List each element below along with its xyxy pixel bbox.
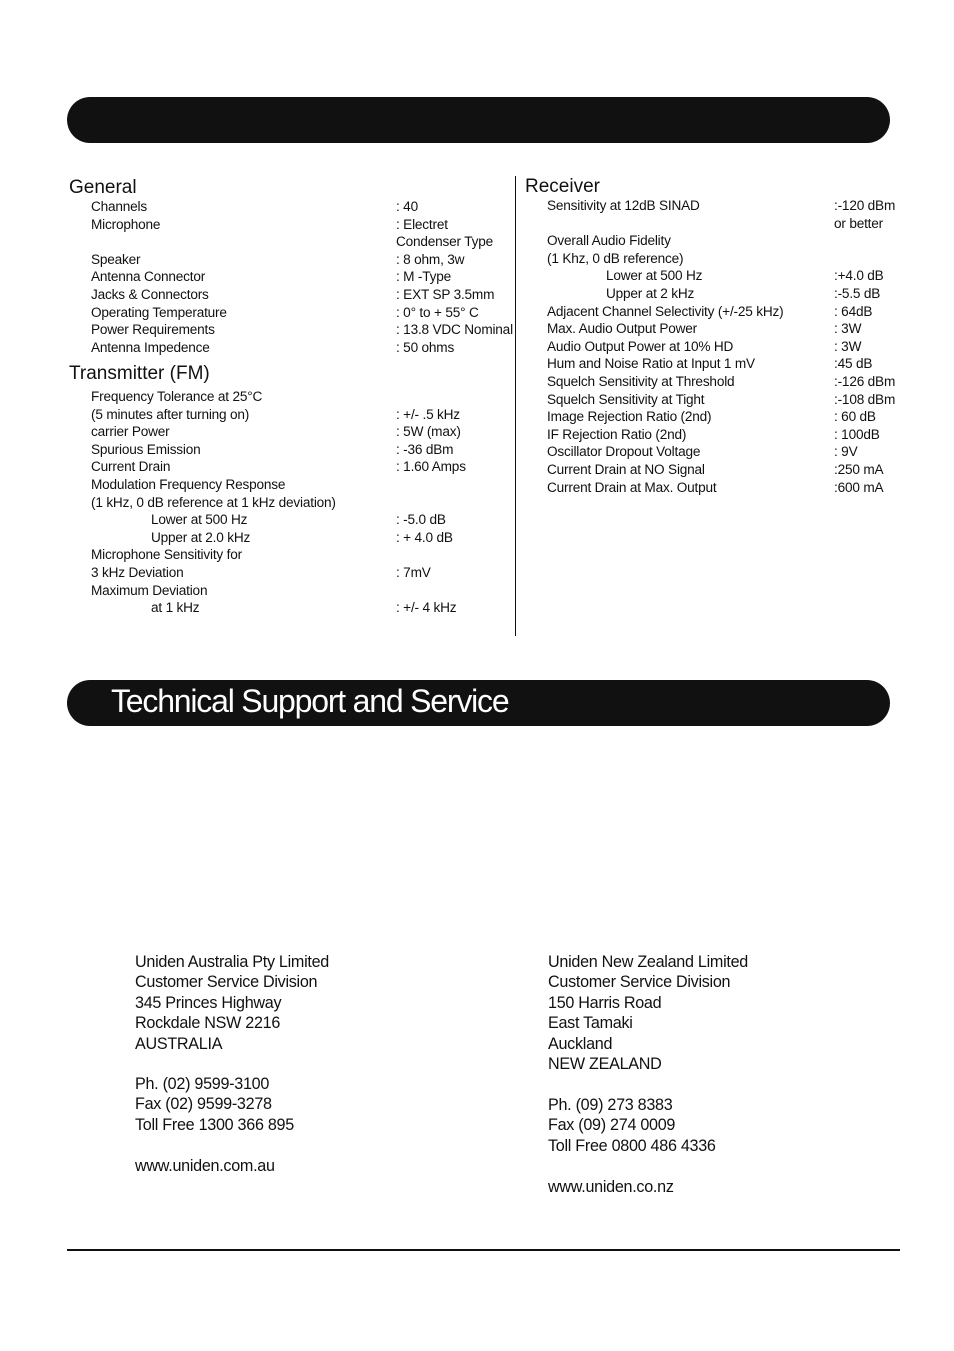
spec-value: : 8 ohm, 3w [396,251,465,268]
general-heading: General [69,177,137,198]
spec-label: Microphone Sensitivity for [91,547,242,564]
spec-label: (5 minutes after turning on) [91,406,250,423]
spec-label: Modulation Frequency Response [91,477,286,493]
spec-label: Upper at 2.0 kHz [151,529,251,546]
spec-value: : 3W [834,321,862,338]
spec-label: Overall Audio Fidelity [547,233,671,250]
spec-value: : 60 dB [834,409,876,426]
spec-value: : 7mV [396,565,431,581]
spec-label: Channels [91,199,148,215]
new-zealand-phones: Ph. (09) 273 8383 Fax (09) 274 0009 Toll Free 0800 486 4336 [548,1095,716,1155]
spec-value: : EXT SP 3.5mm [396,287,495,303]
australia-phones: Ph. (02) 9599-3100 Fax (02) 9599-3278 Toll Free 1300 366 895 [135,1074,294,1134]
spec-value: : 0° to + 55° C [396,304,479,321]
spec-label: Squelch Sensitivity at Tight [547,391,705,408]
spec-label: Current Drain [91,459,171,476]
spec-label: Image Rejection Ratio (2nd) [547,409,712,426]
spec-label: at 1 kHz [151,600,200,617]
spec-value: : 100dB [834,426,880,443]
spec-value: : 64dB [834,303,873,320]
spec-value: :600 mA [834,479,884,496]
spec-value: :250 mA [834,462,884,478]
spec-label: Adjacent Channel Selectivity (+/-25 kHz) [547,303,784,320]
spec-label: Audio Output Power at 10% HD [547,338,734,355]
spec-label: Sensitivity at 12dB SINAD [547,198,700,214]
spec-label: Antenna Impedence [91,339,210,356]
bottom-rule [67,1249,900,1251]
new-zealand-address: Uniden New Zealand Limited Customer Service Division 150 Harris Road East Tamaki Auckland NEW ZEALAND [548,952,748,1074]
spec-label: Speaker [91,251,141,268]
spec-label: Max. Audio Output Power [547,321,698,338]
spec-label: Antenna Connector [91,269,206,286]
spec-value: : 3W [834,338,862,355]
spec-value: :+4.0 dB [834,268,884,285]
spec-label: Spurious Emission [91,441,201,458]
spec-label: Lower at 500 Hz [606,268,703,285]
spec-label: Frequency Tolerance at 25°C [91,389,263,405]
spec-value: :-126 dBm [834,374,896,390]
spec-value: :-120 dBm [834,198,896,214]
spec-value: : + 4.0 dB [396,529,453,546]
spec-label: 3 kHz Deviation [91,565,184,581]
spec-label: Current Drain at Max. Output [547,479,717,496]
spec-value: : M -Type [396,269,452,286]
spec-label: Operating Temperature [91,304,227,321]
spec-label: Jacks & Connectors [91,287,209,303]
column-divider [515,176,516,636]
spec-label: (1 kHz, 0 dB reference at 1 kHz deviation) [91,494,336,511]
spec-value: : 1.60 Amps [396,459,466,476]
australia-website-link[interactable]: www.uniden.com.au [135,1156,275,1175]
spec-value: Condenser Type [396,234,494,251]
new-zealand-website-link[interactable]: www.uniden.co.nz [548,1177,674,1196]
specifications-banner [67,97,890,143]
spec-value: : 50 ohms [396,339,455,356]
spec-value: : +/- 4 kHz [396,600,457,617]
spec-label: Power Requirements [91,322,215,339]
spec-label: Microphone [91,216,161,233]
spec-label: Lower at 500 Hz [151,512,248,529]
spec-value: :45 dB [834,356,873,373]
spec-label: Squelch Sensitivity at Threshold [547,374,735,390]
receiver-heading: Receiver [525,176,600,197]
spec-label: (1 Khz, 0 dB reference) [547,250,684,267]
spec-label: Oscillator Dropout Voltage [547,444,701,461]
spec-value: : 9V [834,444,858,461]
spec-label: carrier Power [91,424,170,441]
australia-address: Uniden Australia Pty Limited Customer Service Division 345 Princes Highway Rockdale NSW 2216 AUSTRALIA [135,952,330,1053]
spec-label: Current Drain at NO Signal [547,462,705,478]
spec-label: IF Rejection Ratio (2nd) [547,426,687,443]
spec-value: : +/- .5 kHz [396,406,460,423]
transmitter-heading: Transmitter (FM) [69,363,210,384]
spec-label: Maximum Deviation [91,582,208,599]
spec-value: : -5.0 dB [396,512,446,529]
support-banner-title: Technical Support and Service [111,683,509,719]
spec-value: :-108 dBm [834,391,896,408]
spec-value: :-5.5 dB [834,286,881,302]
spec-value: : Electret [396,216,448,233]
support-banner [67,680,890,726]
spec-value: : 40 [396,199,418,215]
spec-label: Upper at 2 kHz [606,286,695,302]
spec-value: : 13.8 VDC Nominal [396,322,513,339]
spec-value: : 5W (max) [396,424,461,441]
spec-label: Hum and Noise Ratio at Input 1 mV [547,356,755,373]
spec-value: : -36 dBm [396,441,454,458]
spec-value: or better [834,215,884,232]
